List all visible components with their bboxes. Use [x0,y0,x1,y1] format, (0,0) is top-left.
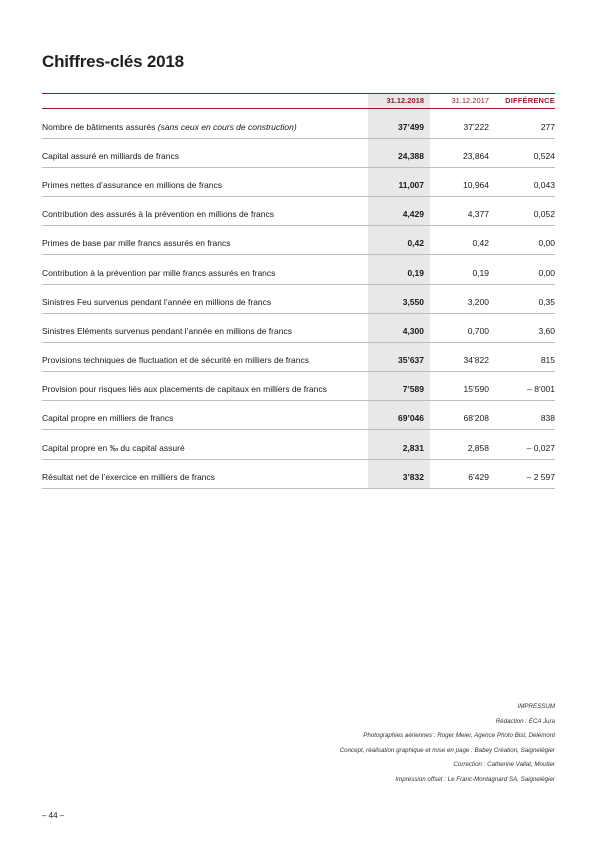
value-difference: 838 [540,413,555,423]
value-difference: 815 [540,355,555,365]
value-2018: 3,550 [402,297,424,307]
value-2017: 4,377 [467,209,489,219]
value-difference: 0,00 [538,268,555,278]
table-row [42,149,555,168]
row-label: Nombre de bâtiments assurés (sans ceux en cours de construction) [42,122,297,132]
value-2017: 37’222 [463,122,489,132]
value-2018: 4,429 [402,209,424,219]
value-difference: – 2 597 [526,472,555,482]
row-label: Capital propre en ‰ du capital assuré [42,443,185,453]
value-2018: 37’499 [398,122,424,132]
row-label: Résultat net de l’exercice en milliers de francs [42,472,215,482]
row-label: Primes nettes d’assurance en millions de francs [42,180,222,190]
impressum-line: Impression offset : Le Franc-Montagnard SA, Saignelégier [395,775,555,783]
value-2018: 2,831 [402,443,424,453]
value-2018: 7’589 [402,384,424,394]
value-2017: 0,700 [467,326,489,336]
value-2017: 68’208 [463,413,489,423]
value-2017: 23,864 [463,151,489,161]
table-row [42,295,555,314]
impressum-line: Photographies aériennes : Roger Meier, Agence Photo Bist, Delémont [363,732,555,740]
value-difference: 0,35 [538,297,555,307]
table-row [42,411,555,430]
row-label: Capital assuré en milliards de francs [42,151,180,161]
table-row [42,178,555,197]
value-2018: 35’637 [398,355,424,365]
row-label-note: (sans ceux en cours de construction) [157,122,297,132]
value-difference: 277 [540,122,555,132]
column-header-difference: DIFFÉRENCE [505,96,555,105]
table-row [42,441,555,460]
row-label: Sinistres Feu survenus pendant l’année en millions de francs [42,297,272,307]
row-label: Provision pour risques liés aux placements de capitaux en milliers de francs [42,384,327,394]
row-label: Contribution des assurés à la prévention en millions de francs [42,209,274,219]
value-2017: 0,19 [472,268,489,278]
table-row [42,266,555,285]
table-row [42,120,555,139]
row-label: Primes de base par mille francs assurés en francs [42,238,231,248]
value-2017: 6’429 [468,472,489,482]
value-difference: – 8’001 [527,384,555,394]
page-number: – 44 – [42,811,65,820]
table-header-row [42,94,555,109]
row-label: Capital propre en milliers de francs [42,413,174,423]
column-header-2017: 31.12.2017 [451,96,489,105]
value-2018: 69’046 [398,413,424,423]
table-row [42,353,555,372]
impressum-line: Correction : Catherine Vallat, Moutier [453,761,555,769]
value-difference: – 0,027 [526,443,555,453]
value-2018: 11,007 [398,180,424,190]
value-2017: 2,858 [467,443,489,453]
value-difference: 3,60 [538,326,555,336]
impressum-line: Concept, réalisation graphique et mise en page : Babey Création, Saignelégier [339,746,555,754]
value-2017: 34’822 [463,355,489,365]
value-2018: 0,19 [407,268,424,278]
impressum-heading: IMPRESSUM [517,703,555,710]
value-difference: 0,00 [538,238,555,248]
value-2018: 0,42 [407,238,424,248]
column-header-2018: 31.12.2018 [386,96,424,105]
value-difference: 0,052 [533,209,555,219]
value-2017: 10,964 [463,180,489,190]
table-row [42,470,555,489]
table-row [42,207,555,226]
row-label: Provisions techniques de fluctuation et de sécurité en milliers de francs [42,355,309,365]
impressum-line: Rédaction : ECA Jura [495,717,555,725]
row-label: Sinistres Eléments survenus pendant l’année en millions de francs [42,326,292,336]
value-2018: 3’832 [402,472,424,482]
value-2018: 24,388 [398,151,424,161]
table-row [42,324,555,343]
table-row [42,236,555,255]
table-row [42,382,555,401]
row-label: Contribution à la prévention par mille francs assurés en francs [42,268,276,278]
value-2018: 4,300 [402,326,424,336]
value-2017: 0,42 [472,238,489,248]
page-title: Chiffres-clés 2018 [42,52,184,71]
value-2017: 15’590 [463,384,489,394]
value-difference: 0,043 [533,180,555,190]
impressum [340,700,555,788]
value-2017: 3,200 [467,297,489,307]
value-difference: 0,524 [533,151,555,161]
